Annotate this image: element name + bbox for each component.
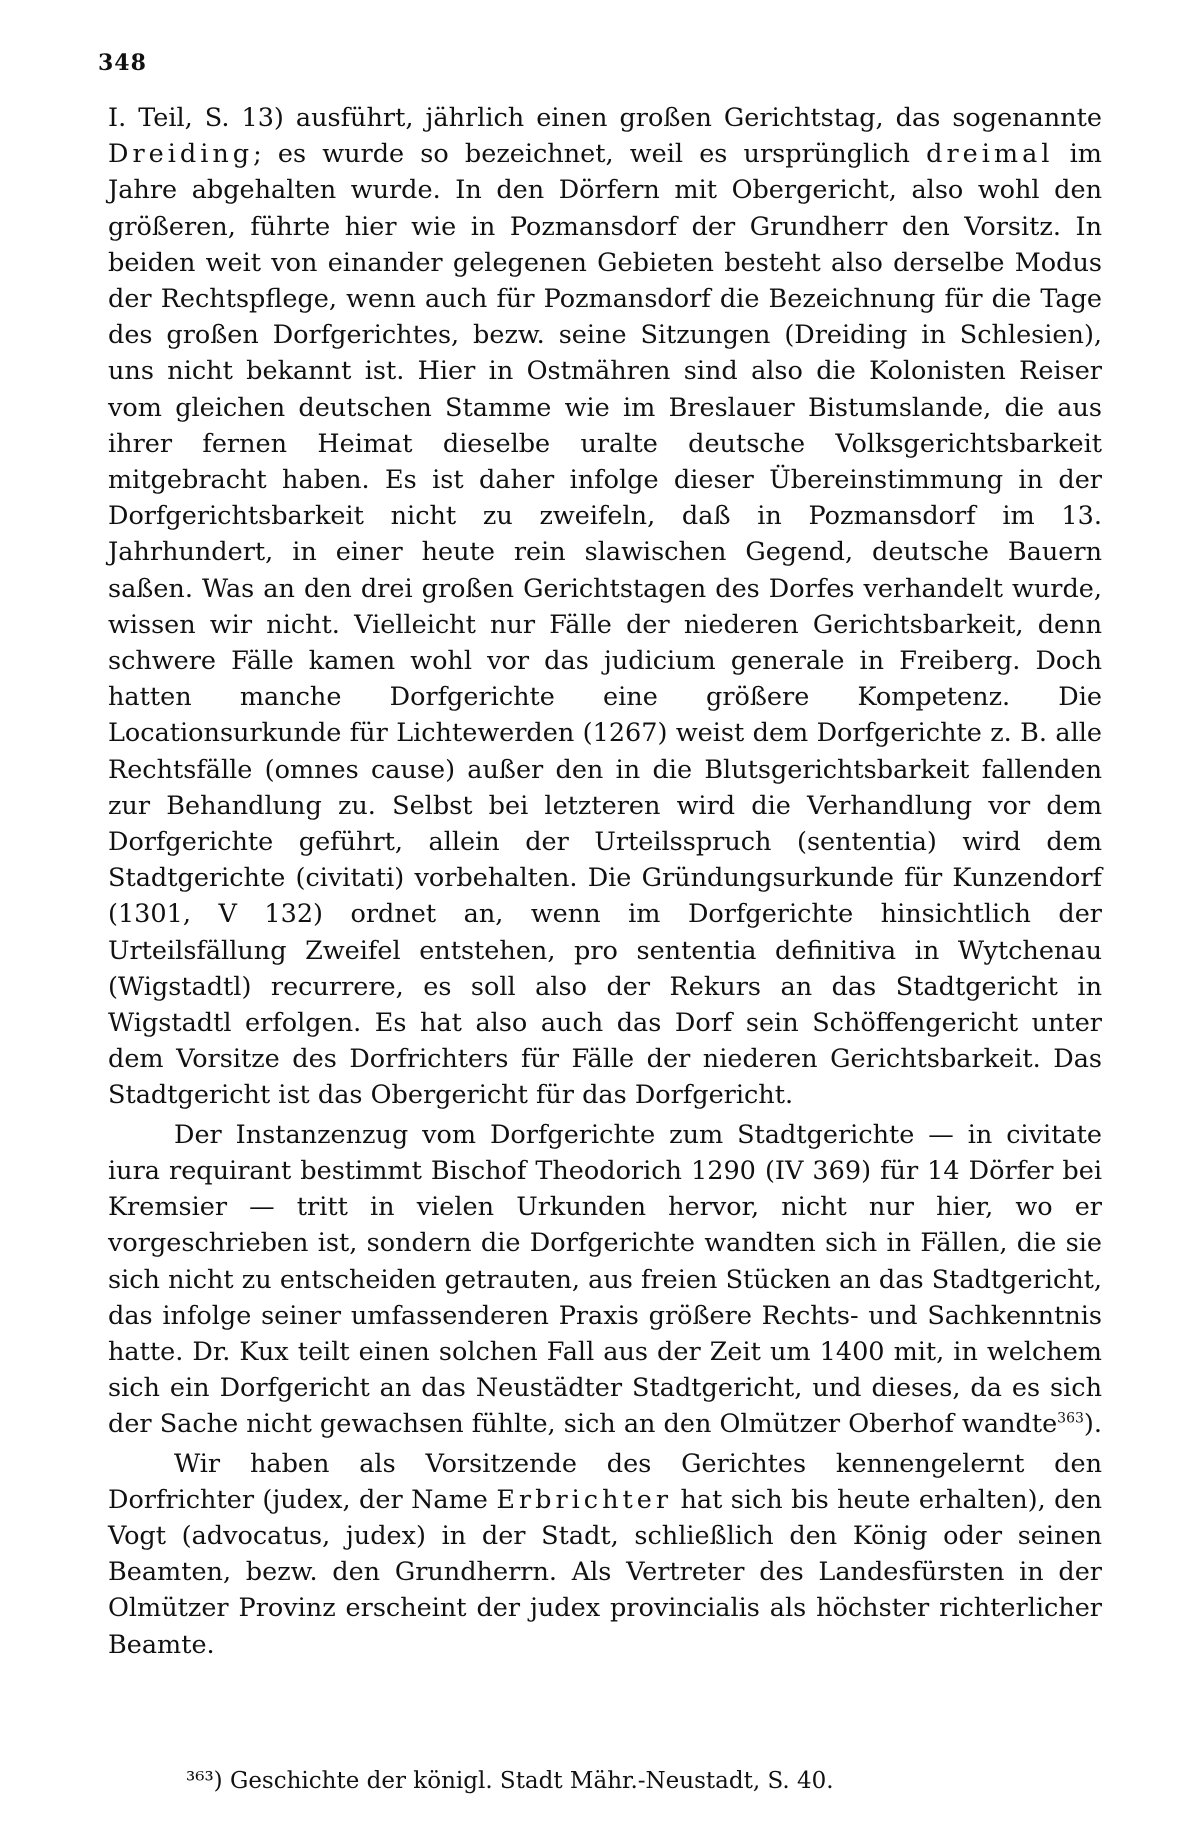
- text-run: I. Teil, S. 13) ausführt, jährlich einen großen Gerichtstag, das sogenannte: [108, 103, 1102, 133]
- text-run: Der Instanzenzug vom Dorfgerichte zum Stadtgerichte — in civitate iura requirant bestimmt Bischof Theodorich 1290 (IV 369) für 14 Dörfer bei Kremsier — tritt in vielen Urkunden hervor, nicht nur hier, wo er vorgeschrieben ist, sondern die Dorfgerichte wandten sich in Fällen, die sie sich nicht zu entscheiden getrauten, aus freien Stücken an das Stadtgericht, das infolge seiner umfassenderen Praxis größere Rechts- und Sachkenntnis hatte. Dr. Kux teilt einen solchen Fall aus der Zeit um 1400 mit, in welchem sich ein Dorfgericht an das Neustädter Stadtgericht, und dieses, da es sich der Sache nicht gewachsen fühlte, sich an den Olmützer Oberhof wandte: [108, 1119, 1102, 1440]
- footnote-reference: 363: [1057, 1410, 1084, 1427]
- text-run: Wir haben als Vorsitzende des Gerichtes kennengelernt den Dorfrichter (judex, der Name: [108, 1448, 1102, 1515]
- footnote: ³⁶³) Geschichte der königl. Stadt Mähr.-Neustadt, S. 40.: [186, 1768, 834, 1794]
- text-run: ).: [1083, 1409, 1102, 1440]
- text-run: ; es wurde so bezeichnet, weil es ursprünglich: [253, 139, 927, 170]
- paragraph-3: [108, 1446, 1102, 1663]
- body-text: [108, 100, 1102, 1663]
- page-number: 348: [98, 50, 147, 76]
- text-run: im Jahre abgehalten wurde. In den Dörfern mit Obergericht, also wohl den größeren, führte hier wie in Pozmansdorf der Grundherr den Vorsitz. In beiden weit von einander gelegenen Gebieten besteht also derselbe Modus der Rechtspflege, wenn auch für Pozmansdorf die Bezeichnung für die Tage des großen Dorfgerichtes, bezw. seine Sitzungen (Dreiding in Schlesien), uns nicht bekannt ist. Hier in Ostmähren sind also die Kolonisten Reiser vom gleichen deutschen Stamme wie im Breslauer Bistumslande, die aus ihrer fernen Heimat dieselbe uralte deutsche Volksgerichtsbarkeit mitgebracht haben. Es ist daher infolge dieser Übereinstimmung in der Dorfgerichtsbarkeit nicht zu zweifeln, daß in Pozmansdorf im 13. Jahrhundert, in einer heute rein slawischen Gegend, deutsche Bauern saßen. Was an den drei großen Gerichtstagen des Dorfes verhandelt wurde, wissen wir nicht. Vielleicht nur Fälle der niederen Gerichtsbarkeit, denn schwere Fälle kamen wohl vor das judicium generale in Freiberg. Doch hatten manche Dorfgerichte eine größere Kompetenz. Die Locationsurkunde für Lichtewerden (1267) weist dem Dorfgerichte z. B. alle Rechtsfälle (omnes cause) außer den in die Blutsgerichtsbarkeit fallenden zur Behandlung zu. Selbst bei letzteren wird die Verhandlung vor dem Dorfgerichte geführt, allein der Urteilsspruch (sententia) wird dem Stadtgerichte (civitati) vorbehalten. Die Gründungsurkunde für Kunzendorf (1301, V 132) ordnet an, wenn im Dorfgerichte hinsichtlich der Urteilsfällung Zweifel entstehen, pro sententia definitiva in Wytchenau (Wigstadtl) recurrere, es soll also der Rekurs an das Stadtgericht in Wigstadtl erfolgen. Es hat also auch das Dorf sein Schöffengericht unter dem Vorsitze des Dorfrichters für Fälle der niederen Gerichtsbarkeit. Das Stadtgericht ist das Obergericht für das Dorfgericht.: [108, 139, 1102, 1111]
- paragraph-1: [108, 100, 1102, 1114]
- text-run: hat sich bis heute erhalten), den Vogt (advocatus, judex) in der Stadt, schließlich den König oder seinen Beamten, bezw. den Grundherrn. Als Vertreter des Landesfürsten in der Olmützer Provinz erscheint der judex provincialis als höchster richterlicher Beamte.: [108, 1484, 1102, 1660]
- paragraph-2: [108, 1117, 1102, 1443]
- emphasized-term-erbrichter: Erbrichter: [496, 1484, 673, 1515]
- emphasized-term-dreimal: dreimal: [926, 139, 1054, 170]
- emphasized-term-dreiding: Dreiding: [108, 139, 254, 170]
